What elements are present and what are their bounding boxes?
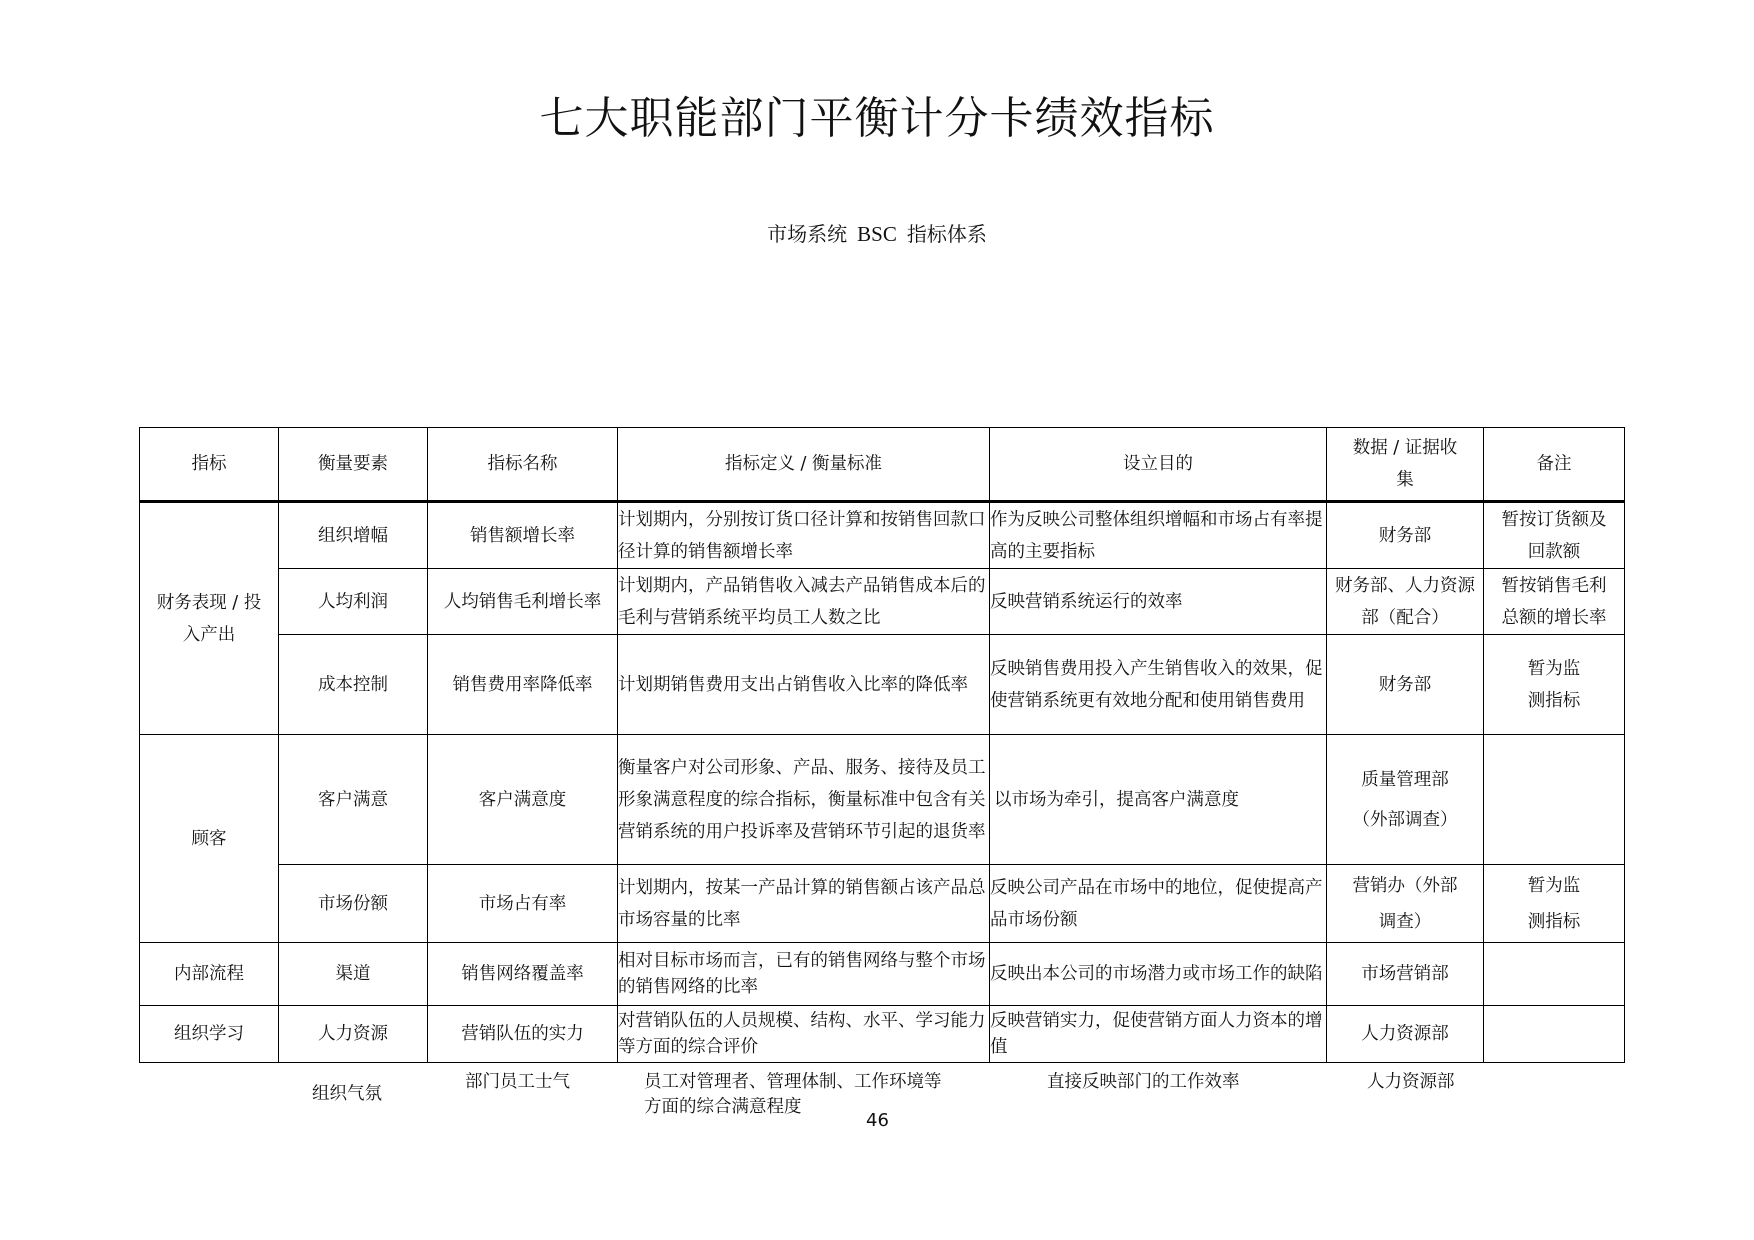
cell-factor: 渠道 [279, 943, 428, 1006]
cell-factor: 人力资源 [279, 1006, 428, 1063]
cell-note: 暂按销售毛利总额的增长率 [1484, 569, 1625, 635]
cell-purpose: 反映营销实力，促使营销方面人力资本的增值 [990, 1006, 1327, 1063]
cell-note: 暂为监测指标 [1484, 635, 1625, 735]
page-title: 七大职能部门平衡计分卡绩效指标 [539, 93, 1215, 144]
cell-source: 质量管理部（外部调查） [1327, 735, 1484, 865]
overflow-name: 部门员工士气 [465, 1072, 570, 1092]
cell-name: 营销队伍的实力 [428, 1006, 618, 1063]
header-indicator: 指标 [140, 428, 279, 502]
cell-purpose: 反映出本公司的市场潜力或市场工作的缺陷 [990, 943, 1327, 1006]
cell-definition: 计划期销售费用支出占销售收入比率的降低率 [618, 635, 990, 735]
table-row [140, 943, 1625, 1006]
cell-source: 营销办（外部调查） [1327, 865, 1484, 943]
table-row [140, 1006, 1625, 1063]
header-factor: 衡量要素 [279, 428, 428, 502]
cell-factor: 人均利润 [279, 569, 428, 635]
cell-source: 人力资源部 [1327, 1006, 1484, 1063]
table-row [140, 865, 1625, 943]
group-learning: 组织学习 [140, 1006, 279, 1063]
cell-purpose: 反映营销系统运行的效率 [990, 569, 1327, 635]
cell-definition: 衡量客户对公司形象、产品、服务、接待及员工形象满意程度的综合指标，衡量标准中包含有关营销系统的用户投诉率及营销环节引起的退货率 [618, 735, 990, 865]
cell-definition: 相对目标市场而言，已有的销售网络与整个市场的销售网络的比率 [618, 943, 990, 1006]
cell-note [1484, 735, 1625, 865]
table-row [140, 502, 1625, 569]
cell-purpose: 以市场为牵引，提高客户满意度 [990, 735, 1327, 865]
group-customer: 顾客 [140, 735, 279, 943]
cell-name: 销售费用率降低率 [428, 635, 618, 735]
cell-factor: 成本控制 [279, 635, 428, 735]
cell-factor: 客户满意 [279, 735, 428, 865]
header-row [140, 428, 1625, 502]
cell-factor: 市场份额 [279, 865, 428, 943]
cell-source: 财务部 [1327, 635, 1484, 735]
cell-definition: 计划期内，产品销售收入减去产品销售成本后的毛利与营销系统平均员工人数之比 [618, 569, 990, 635]
table-row [140, 569, 1625, 635]
cell-factor: 组织增幅 [279, 502, 428, 569]
cell-name: 人均销售毛利增长率 [428, 569, 618, 635]
cell-source: 市场营销部 [1327, 943, 1484, 1006]
page-number: 46 [866, 1110, 889, 1131]
cell-name: 销售额增长率 [428, 502, 618, 569]
table-row [140, 635, 1625, 735]
section-subtitle [0, 218, 1754, 247]
cell-note: 暂为监测指标 [1484, 865, 1625, 943]
overflow-purpose: 直接反映部门的工作效率 [1047, 1072, 1240, 1092]
cell-definition: 计划期内，按某一产品计算的销售额占该产品总市场容量的比率 [618, 865, 990, 943]
cell-source: 财务部、人力资源部（配合） [1327, 569, 1484, 635]
bsc-indicator-table [139, 427, 1625, 1063]
subtitle-pre: 市场系统 [767, 222, 848, 246]
header-purpose: 设立目的 [990, 428, 1327, 502]
subtitle-latin: BSC [857, 222, 897, 246]
cell-definition: 对营销队伍的人员规模、结构、水平、学习能力等方面的综合评价 [618, 1006, 990, 1063]
cell-source: 财务部 [1327, 502, 1484, 569]
table-row [140, 735, 1625, 865]
overflow-source: 人力资源部 [1367, 1072, 1455, 1092]
cell-purpose: 反映公司产品在市场中的地位，促使提高产品市场份额 [990, 865, 1327, 943]
cell-name: 市场占有率 [428, 865, 618, 943]
header-source: 数据 / 证据收集 [1327, 428, 1484, 502]
cell-name: 客户满意度 [428, 735, 618, 865]
overflow-definition: 员工对管理者、管理体制、工作环境等方面的综合满意程度 [644, 1072, 942, 1117]
cell-note [1484, 943, 1625, 1006]
cell-note [1484, 1006, 1625, 1063]
cell-note: 暂按订货额及回款额 [1484, 502, 1625, 569]
cell-definition: 计划期内，分别按订货口径计算和按销售回款口径计算的销售额增长率 [618, 502, 990, 569]
group-finance: 财务表现 / 投入产出 [140, 502, 279, 735]
header-definition: 指标定义 / 衡量标准 [618, 428, 990, 502]
subtitle-post: 指标体系 [906, 222, 987, 246]
header-name: 指标名称 [428, 428, 618, 502]
cell-purpose: 作为反映公司整体组织增幅和市场占有率提高的主要指标 [990, 502, 1327, 569]
header-note: 备注 [1484, 428, 1625, 502]
group-internal: 内部流程 [140, 943, 279, 1006]
cell-name: 销售网络覆盖率 [428, 943, 618, 1006]
cell-purpose: 反映销售费用投入产生销售收入的效果，促使营销系统更有效地分配和使用销售费用 [990, 635, 1327, 735]
overflow-factor: 组织气氛 [312, 1084, 382, 1104]
